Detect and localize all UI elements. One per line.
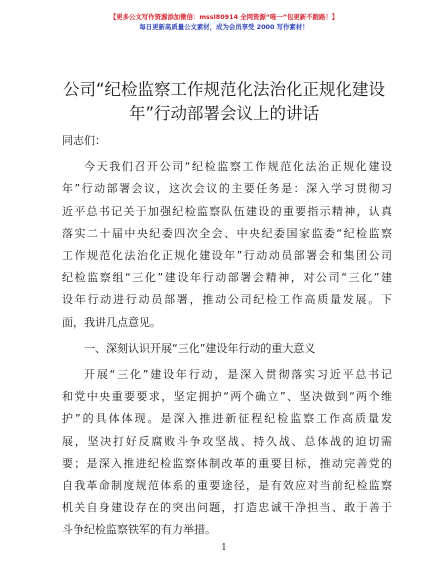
para2-line: 和党中央重要要求，坚定拥护“两个确立”、坚决做到“两个维 — [62, 390, 392, 404]
banner-line-1: 【更多公文写作资源添加微信：mssl80914 全网资源“唯一”包更新不跑路！】 — [109, 13, 339, 21]
page-number: 1 — [221, 543, 227, 553]
para2-line: 斗争纪检监察铁军的有力举措。 — [62, 523, 216, 537]
para1-line: 落实二十届中央纪委四次全会、中央纪委国家监委“纪检监察 — [62, 226, 392, 240]
paragraph-2 — [62, 364, 392, 542]
header-banner — [0, 12, 448, 32]
para1-line: 今天我们召开公司“纪检监察工作规范化法治正规化建设 — [84, 160, 392, 174]
para1-line: 工作规范化法治化正规化建设年”行动动员部署会和集团公司 — [62, 249, 392, 263]
para2-line: 护”的具体体现。是深入推进新征程纪检监察工作高质量发 — [62, 412, 392, 426]
para1-line: 年”行动部署会议，这次会议的主要任务是：深入学习贯彻习 — [62, 182, 392, 196]
paragraph-1 — [62, 156, 392, 334]
para1-line: 近平总书记关于加强纪检监察队伍建设的重要指示精神，认真 — [62, 204, 392, 218]
para1-line: 面，我讲几点意见。 — [62, 315, 161, 329]
title-line-1: 公司“纪检监察工作规范化法治化正规化建设 — [62, 80, 386, 99]
salutation: 同志们： — [62, 134, 106, 147]
para2-line: 机关自身建设存在的突出问题，打造忠诚干净担当、敢于善于 — [62, 501, 392, 515]
section-heading-1: 一、深刻认识开展“三化”建设年行动的重大意义 — [84, 341, 316, 355]
para2-line: 要；是深入推进纪检监察体制改革的重要目标，推动完善党的 — [62, 456, 392, 470]
title-line-2: 年”行动部署会议上的讲话 — [128, 104, 320, 123]
document-title — [40, 78, 408, 126]
para2-line: 自我革命制度规范体系的重要途径，是有效应对当前纪检监察 — [62, 479, 392, 493]
document-body — [62, 130, 392, 542]
para1-line: 纪检监察组“三化”建设年行动部署会精神，对公司“三化”建 — [62, 271, 392, 285]
banner-line-2: 每日更新高质量公文素材，成为会员享受 2000 写作素材！ — [139, 23, 309, 31]
para2-line: 开展“三化”建设年行动，是深入贯彻落实习近平总书记 — [84, 368, 392, 382]
para2-line: 展，坚决打好反腐败斗争攻坚战、持久战、总体战的迫切需 — [62, 434, 392, 448]
para1-line: 设年行动进行动员部署，推动公司纪检工作高质量发展。下 — [62, 293, 392, 307]
